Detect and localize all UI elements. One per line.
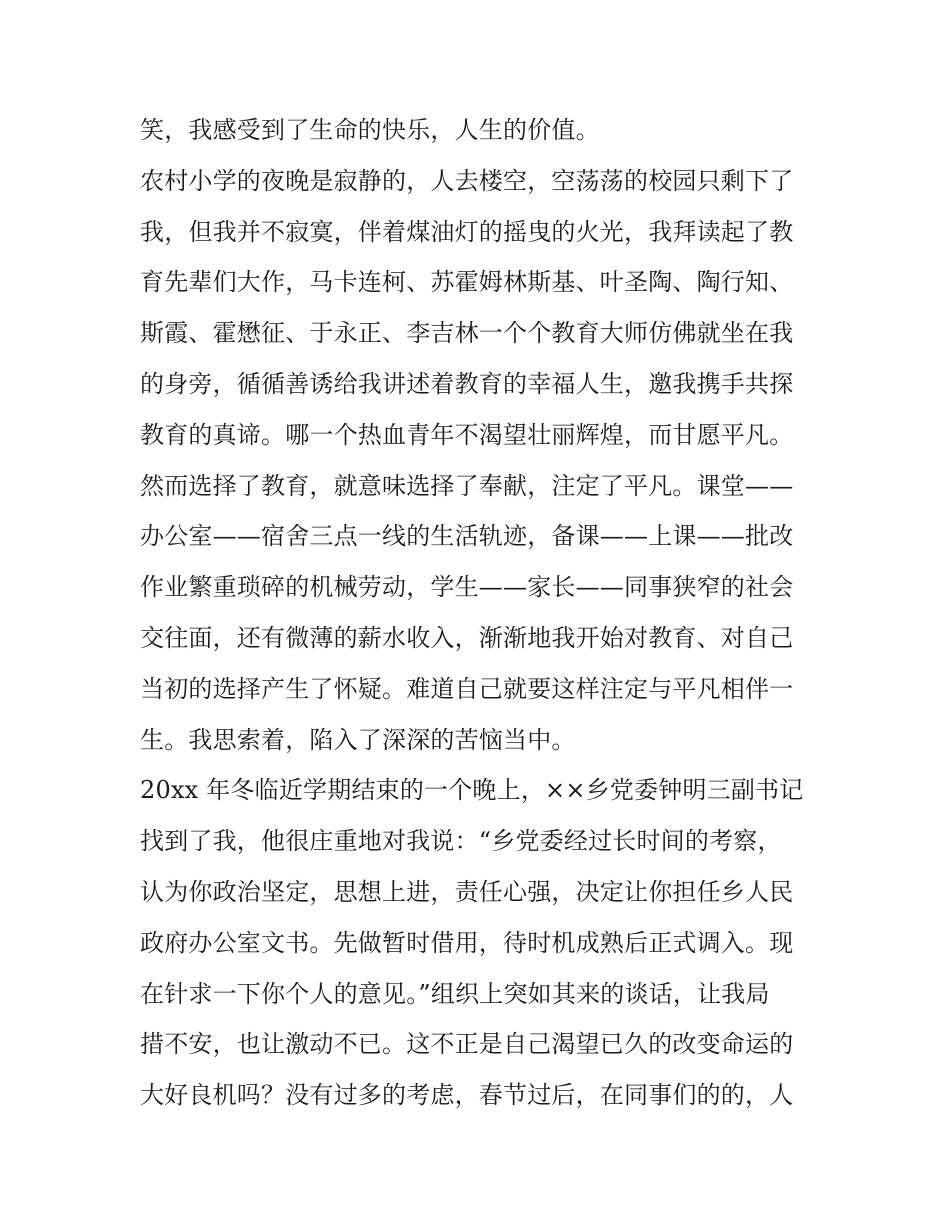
text-line: 斯霞、霍懋征、于永正、李吉林一个个教育大师仿佛就坐在我 — [140, 319, 794, 348]
text-line: 办公室——宿舍三点一线的生活轨迹，备课——上课——批改 — [140, 522, 794, 551]
text-line: 政府办公室文书。先做暂时借用，待时机成熟后正式调入。现 — [140, 928, 794, 957]
text-line: 作业繁重琐碎的机械劳动，学生——家长——同事狭窄的社会 — [140, 573, 794, 602]
text-line: 我，但我并不寂寞，伴着煤油灯的摇曳的火光，我拜读起了教 — [140, 217, 794, 246]
text-line: 大好良机吗？没有过多的考虑，春节过后，在同事们的的，人 — [140, 1081, 794, 1110]
text-line: 交往面，还有微薄的薪水收入，渐渐地我开始对教育、对自己 — [140, 623, 794, 652]
text-line: 然而选择了教育，就意味选择了奉献，注定了平凡。课堂—— — [140, 471, 794, 500]
text-line: 笑，我感受到了生命的快乐，人生的价值。 — [140, 116, 600, 144]
text-line: 的身旁，循循善诱给我讲述着教育的幸福人生，邀我携手共探 — [140, 369, 794, 398]
text-line: 当初的选择产生了怀疑。难道自己就要这样注定与平凡相伴一 — [140, 674, 794, 703]
text-line: 育先辈们大作，马卡连柯、苏霍姆林斯基、叶圣陶、陶行知、 — [140, 268, 794, 297]
text-line: 生。我思索着，陷入了深深的苦恼当中。 — [140, 725, 576, 754]
text-line: 在针求一下你个人的意见。”组织上突如其来的谈话，让我局 — [140, 979, 770, 1008]
text-line: 农村小学的夜晚是寂静的，人去楼空，空荡荡的校园只剩下了 — [140, 166, 794, 195]
text-line: 措不安，也让激动不已。这不正是自己渴望已久的改变命运的 — [140, 1030, 794, 1059]
text-line: 20xx 年冬临近学期结束的一个晚上，××乡党委钟明三副书记 — [140, 776, 804, 805]
text-line: 教育的真谛。哪一个热血青年不渴望壮丽辉煌，而甘愿平凡。 — [140, 420, 794, 449]
text-line: 找到了我，他很庄重地对我说：“乡党委经过长时间的考察， — [140, 827, 782, 856]
document-body-text — [140, 105, 830, 1121]
text-line: 认为你政治坚定，思想上进，责任心强，决定让你担任乡人民 — [140, 877, 794, 906]
